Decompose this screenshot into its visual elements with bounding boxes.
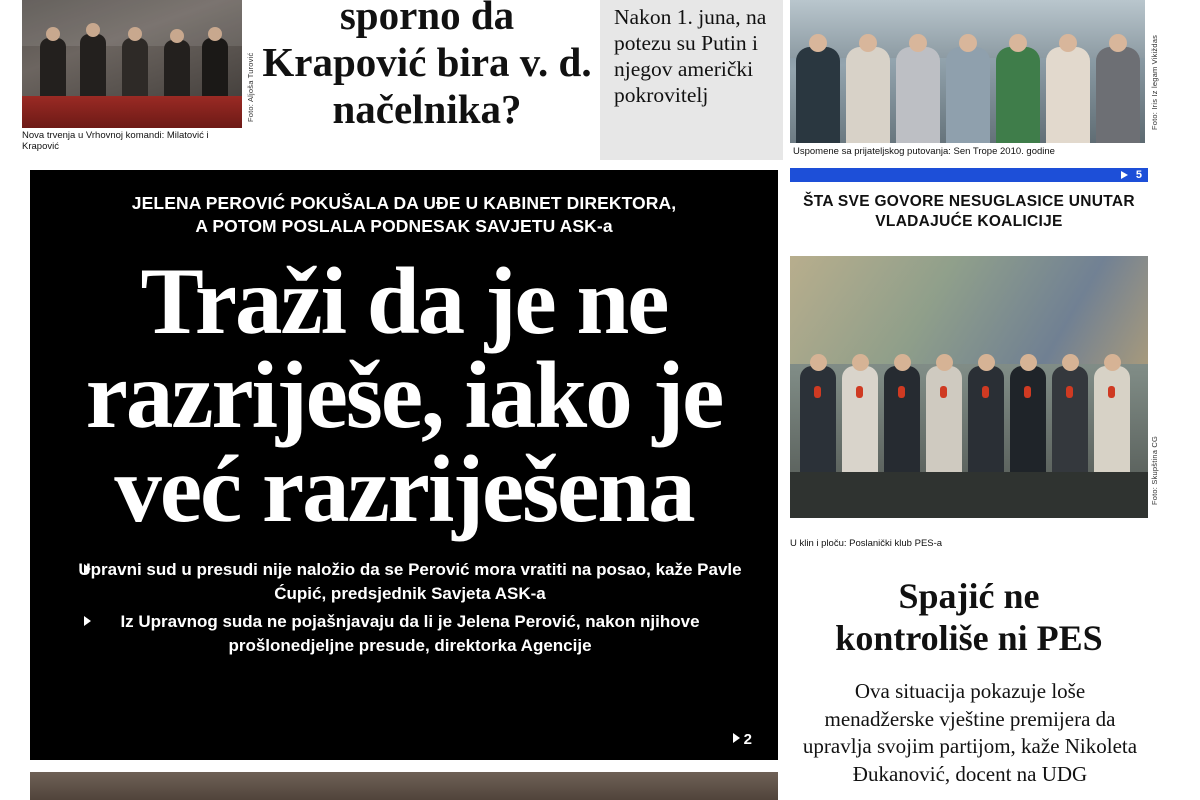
list-item xyxy=(54,610,754,657)
person-figure xyxy=(122,38,148,100)
person-figure xyxy=(996,47,1040,143)
right-lead-paragraph: Ova situacija pokazuje loše menadžerske vještine premijera da upravlja svojim partijom, kaže Nikoleta Đukanović, docent na UDG xyxy=(802,679,1138,786)
main-article-block xyxy=(30,170,778,760)
person-figure xyxy=(800,366,836,478)
page-marker-bar xyxy=(790,168,1148,182)
person-figure xyxy=(926,366,962,478)
photo-caption-top-right: Uspomene sa prijateljskog putovanja: Sen Trope 2010. godine xyxy=(793,146,1055,157)
bullet-text: Upravni sud u presudi nije naložio da se Perović mora vratiti na posao, kaže Pavle Ćupić, predsjednik Savjeta ASK-a xyxy=(78,560,742,603)
photo-mural-background xyxy=(790,256,1148,364)
bullet-triangle-icon xyxy=(84,616,91,626)
photo-credit-right: Foto: Skupština CG xyxy=(1150,435,1159,505)
photo-credit-top-right: Foto: Iris Iz legam Vikiždas xyxy=(1150,34,1159,130)
main-kicker-line1: JELENA PEROVIĆ POKUŠALA DA UĐE U KABINET DIREKTORA, xyxy=(131,193,677,213)
person-figure xyxy=(1094,366,1130,478)
main-headline-line2: razriješe, iako je xyxy=(85,342,723,448)
person-figure xyxy=(946,47,990,143)
top-sidebar-text: Nakon 1. juna, na potezu su Putin i njegov američki pokrovitelj xyxy=(614,5,767,107)
person-figure xyxy=(796,47,840,143)
red-carpet xyxy=(22,96,242,128)
arrow-right-icon xyxy=(733,733,740,743)
photo-military-officials xyxy=(22,0,242,128)
bullet-text: Iz Upravnog suda ne pojašnjavaju da li je Jelena Perović, nakon njihove prošlonedjeljne presude, direktorka Agencije xyxy=(120,612,700,655)
person-figure xyxy=(884,366,920,478)
list-item xyxy=(54,558,754,605)
person-figure xyxy=(968,366,1004,478)
person-figure xyxy=(202,38,228,100)
photo-credit-left: Foto: Aljoša Turović xyxy=(246,52,255,122)
person-figure xyxy=(846,47,890,143)
arrow-right-icon xyxy=(1121,171,1128,179)
main-bullet-list xyxy=(54,558,754,657)
photo-parliament-session xyxy=(790,256,1148,518)
page-number: 5 xyxy=(1135,169,1142,181)
person-figure xyxy=(1052,366,1088,478)
main-page-reference xyxy=(733,731,752,748)
main-headline xyxy=(54,248,754,542)
top-strip xyxy=(0,0,1200,181)
person-figure xyxy=(1010,366,1046,478)
person-figure xyxy=(40,38,66,100)
main-headline-line1: Traži da je ne xyxy=(140,248,668,354)
page-number: 2 xyxy=(743,731,752,748)
person-figure xyxy=(1046,47,1090,143)
top-sidebar-box xyxy=(600,0,783,160)
right-headline-line1: Spajić ne xyxy=(898,576,1040,616)
right-headline xyxy=(790,575,1148,659)
top-headline: sporno da Krapović bira v. d. načelnika? xyxy=(262,0,592,132)
photo-caption-left: Nova trvenja u Vrhovnoj komandi: Milatović i Krapović xyxy=(22,130,209,152)
person-figure xyxy=(80,34,106,100)
photo-group-saint-tropez xyxy=(790,0,1145,143)
person-figure xyxy=(164,40,190,100)
photo-caption-right: U klin i ploču: Poslanički klub PES-a xyxy=(790,538,943,549)
right-column xyxy=(790,192,1148,232)
person-figure xyxy=(896,47,940,143)
person-figure xyxy=(1096,47,1140,143)
main-kicker-line2: A POTOM POSLALA PODNESAK SAVJETU ASK-a xyxy=(195,216,613,236)
bullet-triangle-icon xyxy=(84,564,91,574)
person-figure xyxy=(842,366,878,478)
right-kicker: ŠTA SVE GOVORE NESUGLASICE UNUTAR VLADAJUĆE KOALICIJE xyxy=(803,193,1135,230)
parliament-bench xyxy=(790,472,1148,518)
right-headline-line2: kontroliše ni PES xyxy=(835,618,1103,658)
main-headline-line3: već razriješena xyxy=(114,436,694,542)
photo-bottom-strip xyxy=(30,772,778,800)
